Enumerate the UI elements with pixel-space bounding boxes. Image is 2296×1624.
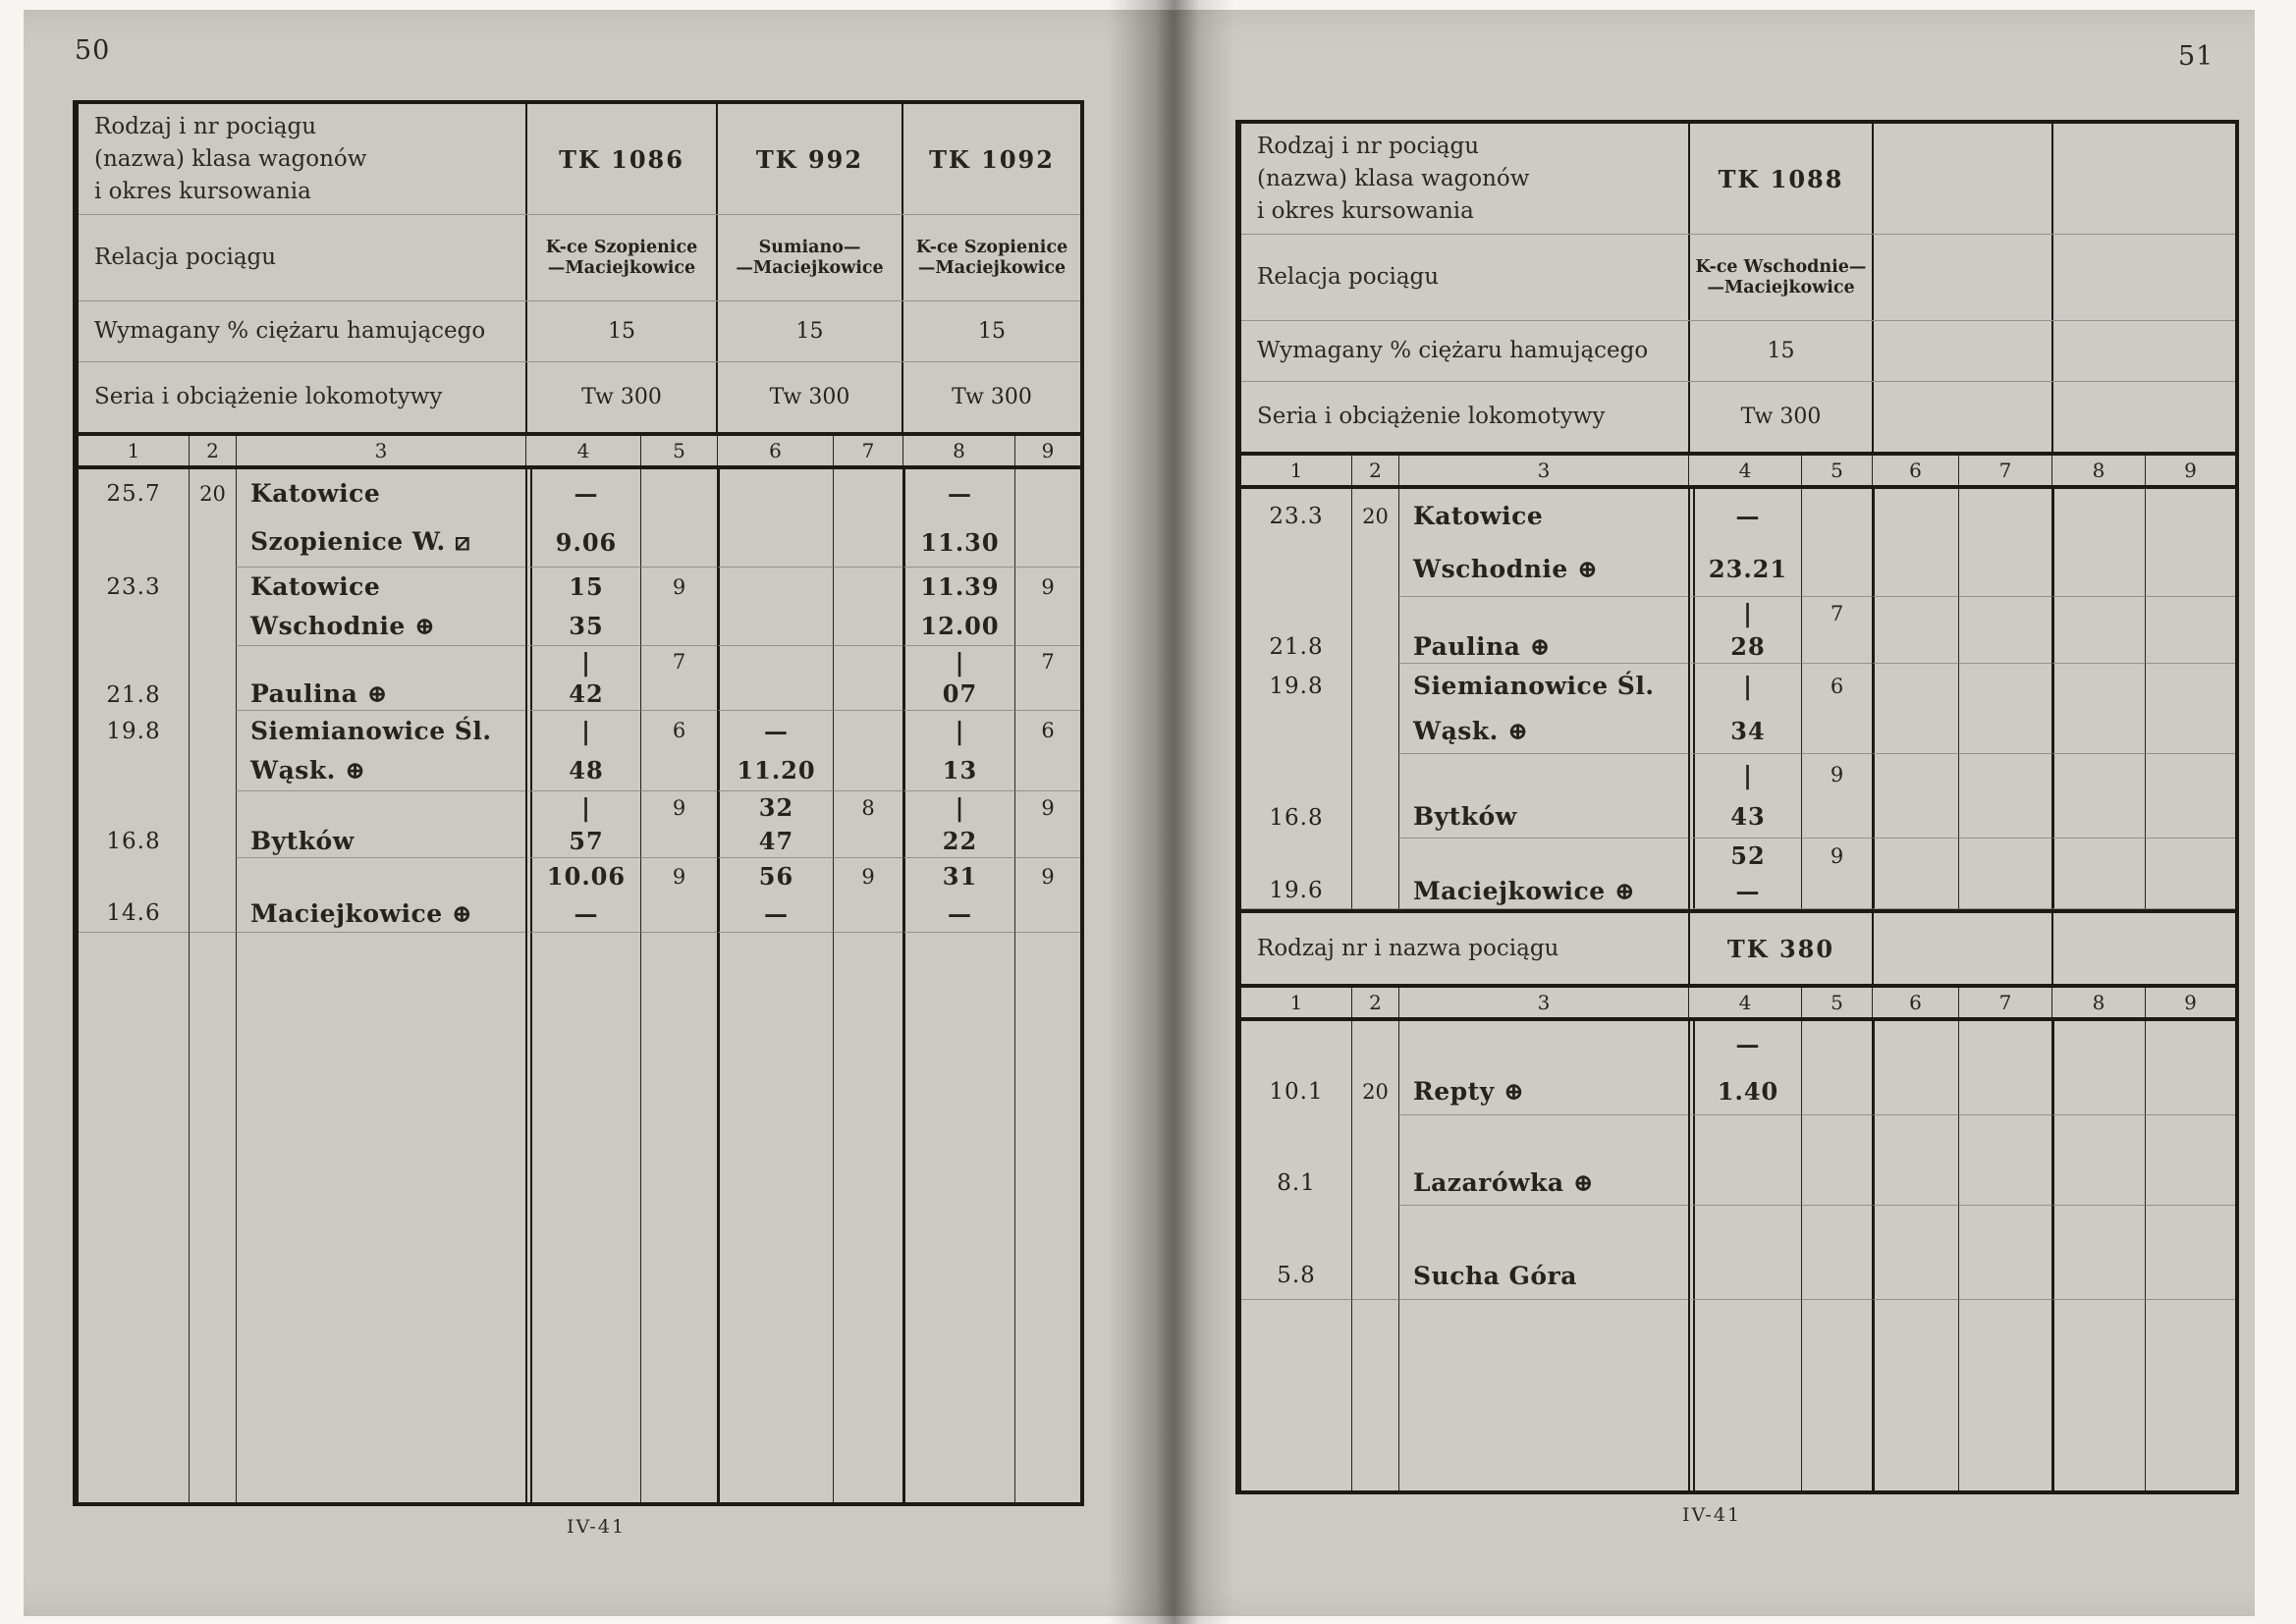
timetable-body-lower [1241, 1021, 2235, 1490]
station-cell: Katowice Wschodnie ⊕ [236, 568, 525, 646]
label-line: (nazwa) klasa wagonów [94, 145, 367, 172]
header-row-loco [79, 361, 1080, 432]
header-row-relation [79, 214, 1080, 300]
col-num: 2 [1351, 988, 1398, 1017]
column-number-row [1241, 984, 2235, 1021]
minutes-cell [2145, 489, 2235, 597]
relation-cell: Sumiano— —Maciejkowice [716, 215, 902, 300]
minutes-cell [1801, 1206, 1872, 1300]
time-cell: | 48 [525, 711, 640, 791]
seq-cell [189, 711, 236, 791]
station-block [79, 646, 1080, 711]
minutes-cell [833, 568, 902, 646]
minutes-cell: 7 [1014, 646, 1080, 711]
col-num: 1 [1289, 459, 1303, 482]
loco-cell: Tw 300 [525, 362, 716, 432]
header-row-relation [1241, 234, 2235, 320]
seq-cell: 20 [1351, 1021, 1398, 1115]
station-cell: Siemianowice Śl. Wąsk. ⊕ [1398, 664, 1688, 754]
minutes-cell [833, 646, 902, 711]
time-cell: — 9.06 [525, 469, 640, 568]
minutes-cell: 7 [640, 646, 717, 711]
time-cell: | 42 [525, 646, 640, 711]
col-num: 7 [1958, 456, 2051, 485]
label-line: i okres kursowania [94, 178, 311, 204]
seq-cell [1351, 664, 1398, 754]
km-cell: 16.8 [1269, 804, 1324, 831]
col-num: 6 [1872, 988, 1958, 1017]
time-cell: 52 — [1688, 839, 1801, 909]
col-num: 5 [640, 436, 717, 465]
station-block [1241, 1021, 2235, 1115]
col-num: 4 [525, 436, 640, 465]
page-50 [24, 10, 1169, 1616]
time-cell [1872, 839, 1958, 909]
empty-rows-area [1241, 1300, 2235, 1490]
seq-cell [1351, 754, 1398, 839]
timetable-right [1235, 120, 2239, 1494]
col-num: 7 [1958, 988, 2051, 1017]
minutes-cell [1958, 839, 2051, 909]
train-number-cell [2051, 124, 2235, 234]
time-cell: — 11.30 [902, 469, 1014, 568]
col-num: 6 [1872, 456, 1958, 485]
seq-cell [1351, 597, 1398, 664]
time-cell [2051, 597, 2145, 664]
col-num: 4 [1688, 988, 1801, 1017]
station-cell: Bytków [236, 791, 525, 858]
col-num: 6 [717, 436, 833, 465]
station-block [1241, 489, 2235, 597]
km-cell: 19.8 [106, 718, 161, 744]
minutes-cell [1958, 1206, 2051, 1300]
train-number-cell [2051, 913, 2235, 984]
station-block [79, 568, 1080, 646]
station-block [1241, 1115, 2235, 1206]
col-num: 9 [1014, 436, 1080, 465]
time-cell [2051, 1206, 2145, 1300]
label-line: (nazwa) klasa wagonów [1257, 165, 1530, 191]
seq-cell [189, 646, 236, 711]
loco-cell: Tw 300 [716, 362, 902, 432]
time-cell [1872, 1021, 1958, 1115]
station-cell: Sucha Góra [1398, 1206, 1688, 1300]
station-block [79, 711, 1080, 791]
seq-cell [189, 791, 236, 858]
header-row-train [1241, 124, 2235, 234]
brake-cell: 15 [525, 301, 716, 361]
label-line: Rodzaj i nr pociągu [1257, 133, 1480, 159]
minutes-cell: 7 [1801, 597, 1872, 664]
time-cell: | 13 [902, 711, 1014, 791]
minutes-cell: 9 [640, 568, 717, 646]
relation-cell: K-ce Szopienice —Maciejkowice [525, 215, 716, 300]
seq-cell: 20 [189, 469, 236, 568]
minutes-cell [2145, 664, 2235, 754]
col-num: 1 [1289, 991, 1303, 1014]
station-block [1241, 597, 2235, 664]
minutes-cell [1958, 1021, 2051, 1115]
minutes-cell [2145, 597, 2235, 664]
station-block [79, 469, 1080, 568]
minutes-cell: 9 [1014, 568, 1080, 646]
relation-cell [1872, 235, 2051, 320]
time-cell: 56 — [717, 858, 833, 933]
time-cell [2051, 839, 2145, 909]
brake-cell [2051, 321, 2235, 381]
km-cell: 16.8 [106, 829, 161, 854]
time-cell: 11.39 12.00 [902, 568, 1014, 646]
minutes-cell [833, 469, 902, 568]
train-number-cell: TK 1088 [1688, 124, 1872, 234]
time-cell: | 28 [1688, 597, 1801, 664]
minutes-cell [1958, 597, 2051, 664]
page-number: 50 [75, 35, 111, 66]
station-block [1241, 1206, 2235, 1300]
time-cell: 32 47 [717, 791, 833, 858]
km-cell: 23.3 [106, 574, 161, 600]
km-cell: 21.8 [106, 681, 161, 708]
minutes-cell [640, 469, 717, 568]
col-num: 7 [833, 436, 902, 465]
km-cell: 25.7 [106, 481, 161, 507]
label-line: Rodzaj i nr pociągu [94, 113, 317, 139]
station-cell: Katowice Szopienice W. ⧄ [236, 469, 525, 568]
page-number: 51 [2178, 41, 2214, 72]
minutes-cell [1958, 489, 2051, 597]
train-number-cell [1872, 913, 2051, 984]
minutes-cell: 9 [640, 858, 717, 933]
col-num: 1 [127, 439, 140, 462]
time-cell [1872, 489, 1958, 597]
page-51 [1169, 10, 2255, 1616]
station-block [79, 858, 1080, 933]
km-cell: 19.6 [1241, 839, 1351, 909]
header-row-train [79, 104, 1080, 214]
minutes-cell: 8 [833, 791, 902, 858]
km-cell: 8.1 [1277, 1170, 1316, 1196]
timetable-body-upper [1241, 489, 2235, 909]
train-number-cell: TK 992 [716, 104, 902, 214]
time-cell [1872, 754, 1958, 839]
header-label-relation: Relacja pociągu [1257, 264, 1440, 290]
time-cell: | 07 [902, 646, 1014, 711]
seq-cell [1351, 1115, 1398, 1206]
col-num: 3 [236, 436, 525, 465]
station-block [79, 791, 1080, 858]
seq-cell: 20 [1351, 489, 1398, 597]
time-cell: | 43 [1688, 754, 1801, 839]
col-num: 5 [1801, 988, 1872, 1017]
second-train-header [1241, 909, 2235, 984]
brake-cell [1872, 321, 2051, 381]
station-cell: Bytków [1398, 754, 1688, 839]
header-label-brake: Wymagany % ciężaru hamującego [1257, 338, 1649, 363]
station-block [1241, 664, 2235, 754]
minutes-cell: 9 [833, 858, 902, 933]
time-cell [2051, 489, 2145, 597]
header-label-loco: Seria i obciążenie lokomotywy [94, 384, 443, 409]
station-block [1241, 754, 2235, 839]
header-label-train [79, 104, 525, 214]
col-num: 2 [189, 436, 236, 465]
empty-rows-area [79, 933, 1080, 1502]
minutes-cell: 9 [1801, 754, 1872, 839]
km-cell: 21.8 [1269, 634, 1324, 660]
station-block [1241, 839, 2235, 909]
header-row-brake [1241, 320, 2235, 381]
time-cell [2051, 754, 2145, 839]
loco-cell: Tw 300 [1688, 382, 1872, 452]
col-num: 2 [1351, 456, 1398, 485]
time-cell [2051, 664, 2145, 754]
time-cell: 10.06 — [525, 858, 640, 933]
time-cell: | 22 [902, 791, 1014, 858]
label-line: i okres kursowania [1257, 197, 1474, 224]
brake-cell: 15 [716, 301, 902, 361]
time-cell [717, 469, 833, 568]
km-cell: 14.6 [79, 858, 189, 933]
train-number-cell: TK 380 [1688, 913, 1872, 984]
seq-cell [189, 568, 236, 646]
station-cell: Maciejkowice ⊕ [1398, 839, 1688, 909]
seq-cell [1351, 839, 1398, 909]
train-number-cell: TK 1092 [902, 104, 1080, 214]
header-label-brake: Wymagany % ciężaru hamującego [94, 318, 486, 344]
time-cell [1872, 1206, 1958, 1300]
train-number-cell [1872, 124, 2051, 234]
col-num: 3 [1398, 456, 1688, 485]
header-row-brake [79, 300, 1080, 361]
km-cell: 5.8 [1241, 1206, 1351, 1300]
km-cell: 23.3 [1269, 503, 1324, 529]
time-cell [1872, 1115, 1958, 1206]
minutes-cell [1958, 664, 2051, 754]
timetable-body [79, 469, 1080, 1502]
loco-cell [1872, 382, 2051, 452]
col-num: 5 [1801, 456, 1872, 485]
loco-cell [2051, 382, 2235, 452]
time-cell [1872, 664, 1958, 754]
col-num: 9 [2145, 988, 2235, 1017]
time-cell [2051, 1115, 2145, 1206]
relation-cell: K-ce Wschodnie— —Maciejkowice [1688, 235, 1872, 320]
loco-cell: Tw 300 [902, 362, 1080, 432]
minutes-cell [1801, 1115, 1872, 1206]
time-cell [717, 646, 833, 711]
time-cell: | 57 [525, 791, 640, 858]
timetable-left [73, 100, 1084, 1506]
header-label-train [1241, 124, 1688, 234]
seq-cell [1351, 1206, 1398, 1300]
km-cell: 10.1 [1269, 1079, 1324, 1105]
minutes-cell [833, 711, 902, 791]
minutes-cell [1958, 1115, 2051, 1206]
col-num: 4 [1688, 456, 1801, 485]
col-num: 8 [2051, 456, 2145, 485]
station-cell: Katowice Wschodnie ⊕ [1398, 489, 1688, 597]
time-cell: 15 35 [525, 568, 640, 646]
header-row-loco [1241, 381, 2235, 452]
seq-cell [189, 858, 236, 933]
time-cell: 31 — [902, 858, 1014, 933]
time-cell: | 34 [1688, 664, 1801, 754]
col-num: 8 [902, 436, 1014, 465]
time-cell [717, 568, 833, 646]
column-number-row [1241, 452, 2235, 489]
station-cell: Maciejkowice ⊕ [236, 858, 525, 933]
time-cell: — 11.20 [717, 711, 833, 791]
minutes-cell: 6 [1801, 664, 1872, 754]
minutes-cell [2145, 1206, 2235, 1300]
brake-cell: 15 [902, 301, 1080, 361]
train-number-cell: TK 1086 [525, 104, 716, 214]
minutes-cell [1014, 469, 1080, 568]
minutes-cell [2145, 839, 2235, 909]
col-num: 9 [2145, 456, 2235, 485]
minutes-cell: 6 [1014, 711, 1080, 791]
column-number-row [79, 432, 1080, 469]
station-cell: Siemianowice Śl. Wąsk. ⊕ [236, 711, 525, 791]
time-cell: — 23.21 [1688, 489, 1801, 597]
minutes-cell [2145, 1021, 2235, 1115]
time-cell [2051, 1021, 2145, 1115]
time-cell: — 1.40 [1688, 1021, 1801, 1115]
minutes-cell [1801, 489, 1872, 597]
minutes-cell: 9 [1014, 858, 1080, 933]
minutes-cell [1958, 754, 2051, 839]
station-cell: Paulina ⊕ [1398, 597, 1688, 664]
minutes-cell: 9 [640, 791, 717, 858]
minutes-cell [2145, 1115, 2235, 1206]
relation-cell [2051, 235, 2235, 320]
minutes-cell: 6 [640, 711, 717, 791]
minutes-cell: 9 [1014, 791, 1080, 858]
minutes-cell: 9 [1801, 839, 1872, 909]
col-num: 8 [2051, 988, 2145, 1017]
col-num: 3 [1398, 988, 1688, 1017]
sheet-code: IV-41 [566, 1516, 627, 1538]
time-cell [1688, 1115, 1801, 1206]
header-label-relation: Relacja pociągu [94, 244, 277, 270]
minutes-cell [1801, 1021, 1872, 1115]
station-cell: Repty ⊕ [1398, 1021, 1688, 1115]
time-cell [1872, 597, 1958, 664]
time-cell [1688, 1206, 1801, 1300]
brake-cell: 15 [1688, 321, 1872, 381]
second-train-label: Rodzaj nr i nazwa pociągu [1257, 935, 1559, 961]
station-cell: Lazarówka ⊕ [1398, 1115, 1688, 1206]
km-cell: 19.8 [1269, 674, 1324, 699]
header-label-loco: Seria i obciążenie lokomotywy [1257, 404, 1606, 429]
minutes-cell [2145, 754, 2235, 839]
sheet-code: IV-41 [1681, 1504, 1742, 1526]
station-cell: Paulina ⊕ [236, 646, 525, 711]
relation-cell: K-ce Szopienice —Maciejkowice [902, 215, 1080, 300]
